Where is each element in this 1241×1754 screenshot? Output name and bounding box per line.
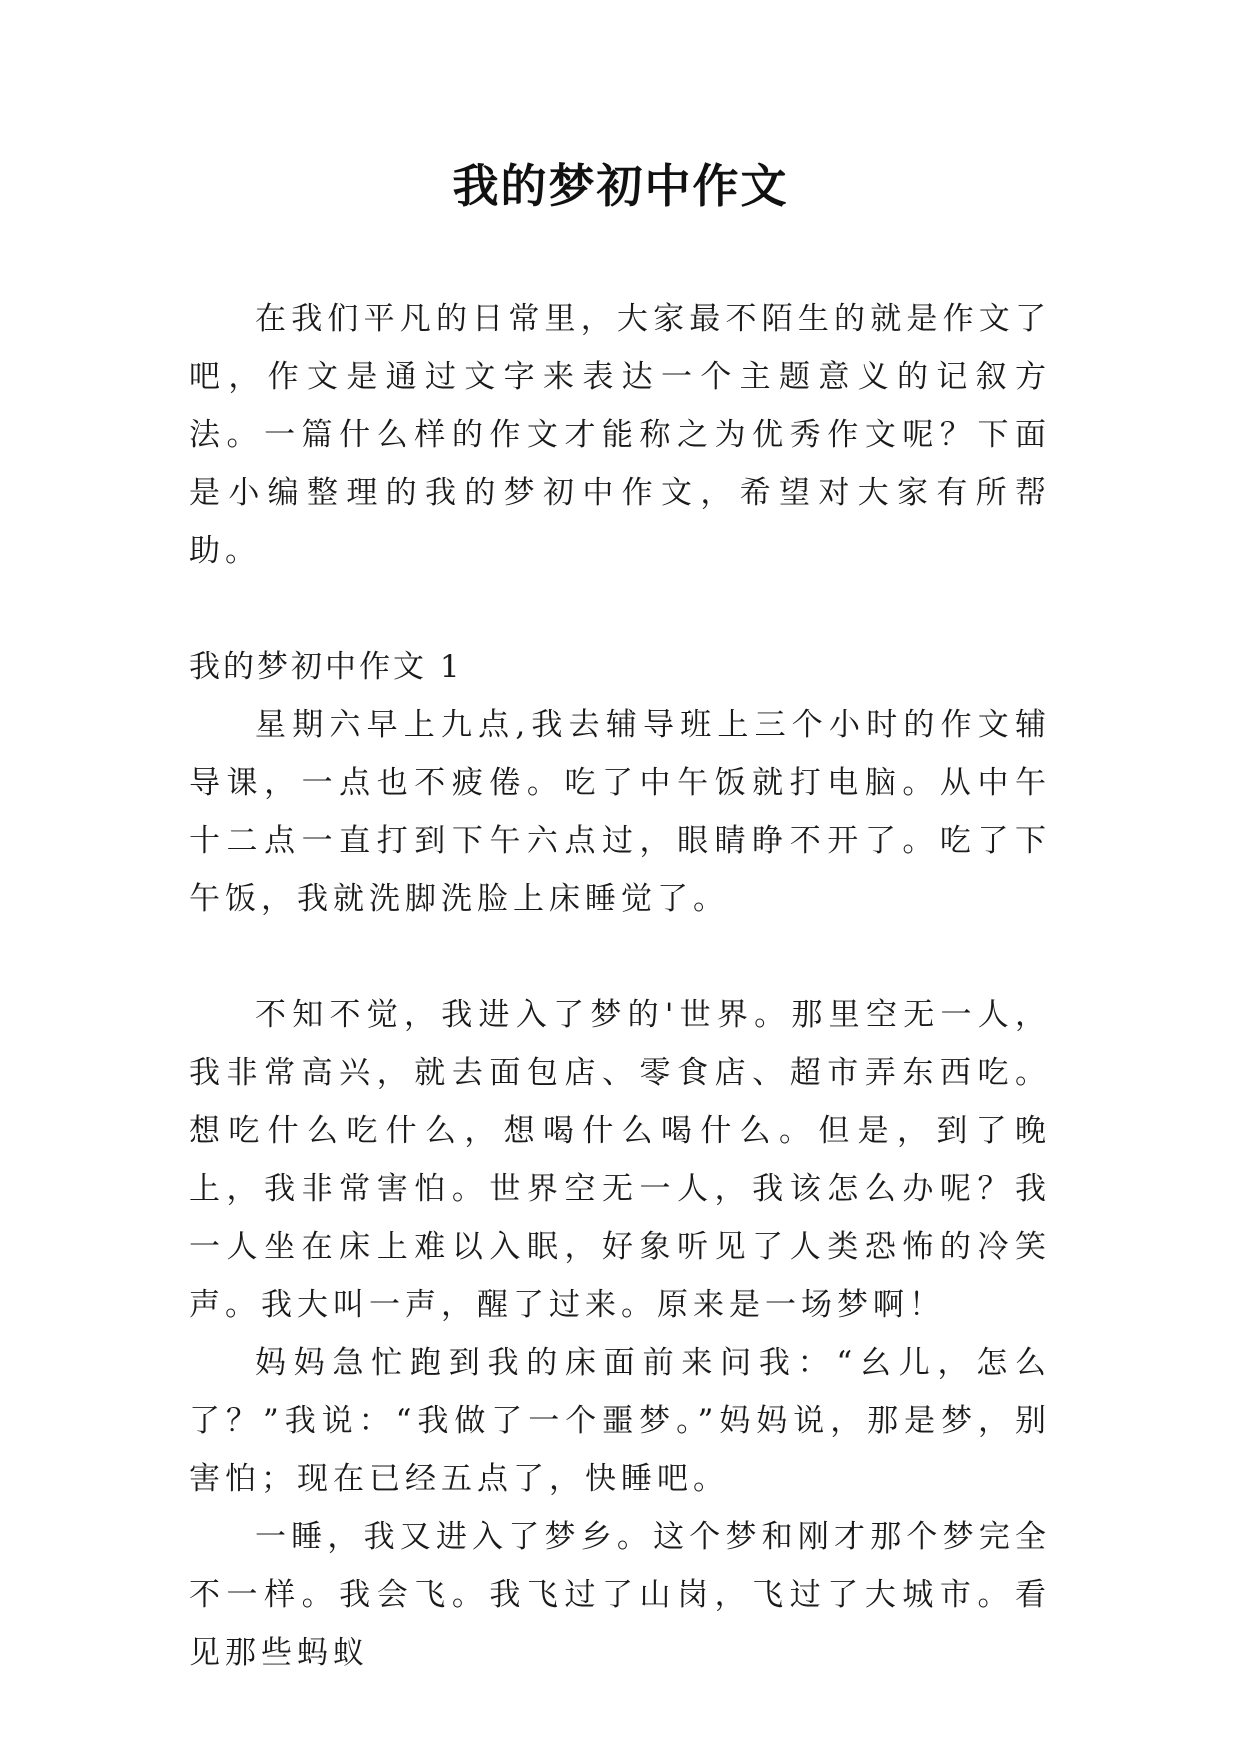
document-body bbox=[189, 290, 1051, 1682]
spacer bbox=[189, 928, 1051, 986]
spacer bbox=[189, 580, 1051, 638]
document-title: 我的梦初中作文 bbox=[452, 159, 789, 213]
body-paragraph-4: 一睡，我又进入了梦乡。这个梦和刚才那个梦完全不一样。我会飞。我飞过了山岗，飞过了大城市。看见那些蚂蚁 bbox=[189, 1519, 1051, 1671]
body-paragraph-1: 星期六早上九点,我去辅导班上三个小时的作文辅导课，一点也不疲倦。吃了中午饭就打电脑。从中午十二点一直打到下午六点过，眼睛睁不开了。吃了下午饭，我就洗脚洗脸上床睡觉了。 bbox=[189, 707, 1051, 917]
body-paragraph-2: 不知不觉，我进入了梦的'世界。那里空无一人，我非常高兴，就去面包店、零食店、超市弄东西吃。想吃什么吃什么，想喝什么喝什么。但是，到了晚上，我非常害怕。世界空无一人，我该怎么办呢？我一人坐在床上难以入眠，好象听见了人类恐怖的冷笑声。我大叫一声，醒了过来。原来是一场梦啊！ bbox=[189, 997, 1051, 1323]
section-heading: 我的梦初中作文 1 bbox=[189, 649, 463, 685]
body-paragraph-3: 妈妈急忙跑到我的床面前来问我：“幺儿，怎么了？”我说：“我做了一个噩梦。”妈妈说，那是梦，别害怕；现在已经五点了，快睡吧。 bbox=[189, 1345, 1051, 1497]
intro-paragraph: 在我们平凡的日常里，大家最不陌生的就是作文了吧，作文是通过文字来表达一个主题意义的记叙方法。一篇什么样的作文才能称之为优秀作文呢？下面是小编整理的我的梦初中作文，希望对大家有所帮助。 bbox=[189, 301, 1051, 569]
